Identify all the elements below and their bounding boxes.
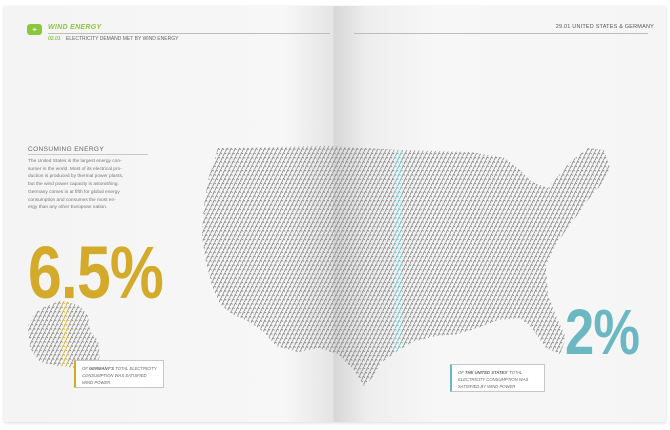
germany-stat: 6.5%: [28, 231, 164, 314]
header-rule: [48, 33, 330, 34]
callout-text: ELECTRICITY CONSUMPTION WAS: [458, 377, 529, 382]
target-icon: ⌖: [32, 24, 37, 34]
body-line: ergy than any other European nation.: [28, 205, 108, 211]
subhead: [48, 36, 178, 42]
right-page-header: 29.01 UNITED STATES & GERMANY: [555, 24, 654, 30]
body-line: but the wind power capacity is astonishing.: [28, 182, 119, 188]
body-text: [28, 158, 148, 212]
callout-text: OF: [458, 370, 465, 375]
body-line: sumer in the world. Most of its electrical pro-: [28, 166, 122, 172]
section-heading: CONSUMING ENERGY: [28, 146, 105, 153]
subhead-text: ELECTRICITY DEMAND MET BY WIND ENERGY: [65, 36, 179, 42]
us-turbine-map: [198, 144, 615, 393]
callout-emphasis: GERMANY'S: [88, 366, 115, 371]
callout-emphasis: THE UNITED STATES': [464, 370, 509, 375]
right-header-rule: [354, 33, 648, 34]
callout-text: WIND POWER.: [82, 380, 112, 385]
section-title: WIND ENERGY: [48, 24, 102, 31]
germany-callout: [74, 360, 164, 388]
body-line: consumption and consumes the most en-: [28, 197, 116, 203]
us-callout: [450, 364, 545, 392]
callout-text: OF: [82, 366, 89, 371]
us-stat: 2%: [565, 296, 640, 368]
callout-text: CONSUMPTION WAS SATISFIED: [82, 373, 147, 378]
callout-text: TOTAL: [508, 370, 523, 375]
body-line: duction is produced by thermal power plants,: [28, 174, 124, 180]
subhead-number: 02.01: [48, 36, 61, 42]
body-line: Germany comes in at fifth for global energy: [28, 189, 120, 195]
callout-text: SATISFIED BY WIND POWER: [458, 384, 516, 389]
section-badge: [27, 24, 42, 35]
heading-rule: [28, 154, 148, 155]
callout-text: TOTAL ELECTRICITY: [114, 366, 157, 371]
body-line: The United States is the largest energy con-: [28, 159, 122, 164]
